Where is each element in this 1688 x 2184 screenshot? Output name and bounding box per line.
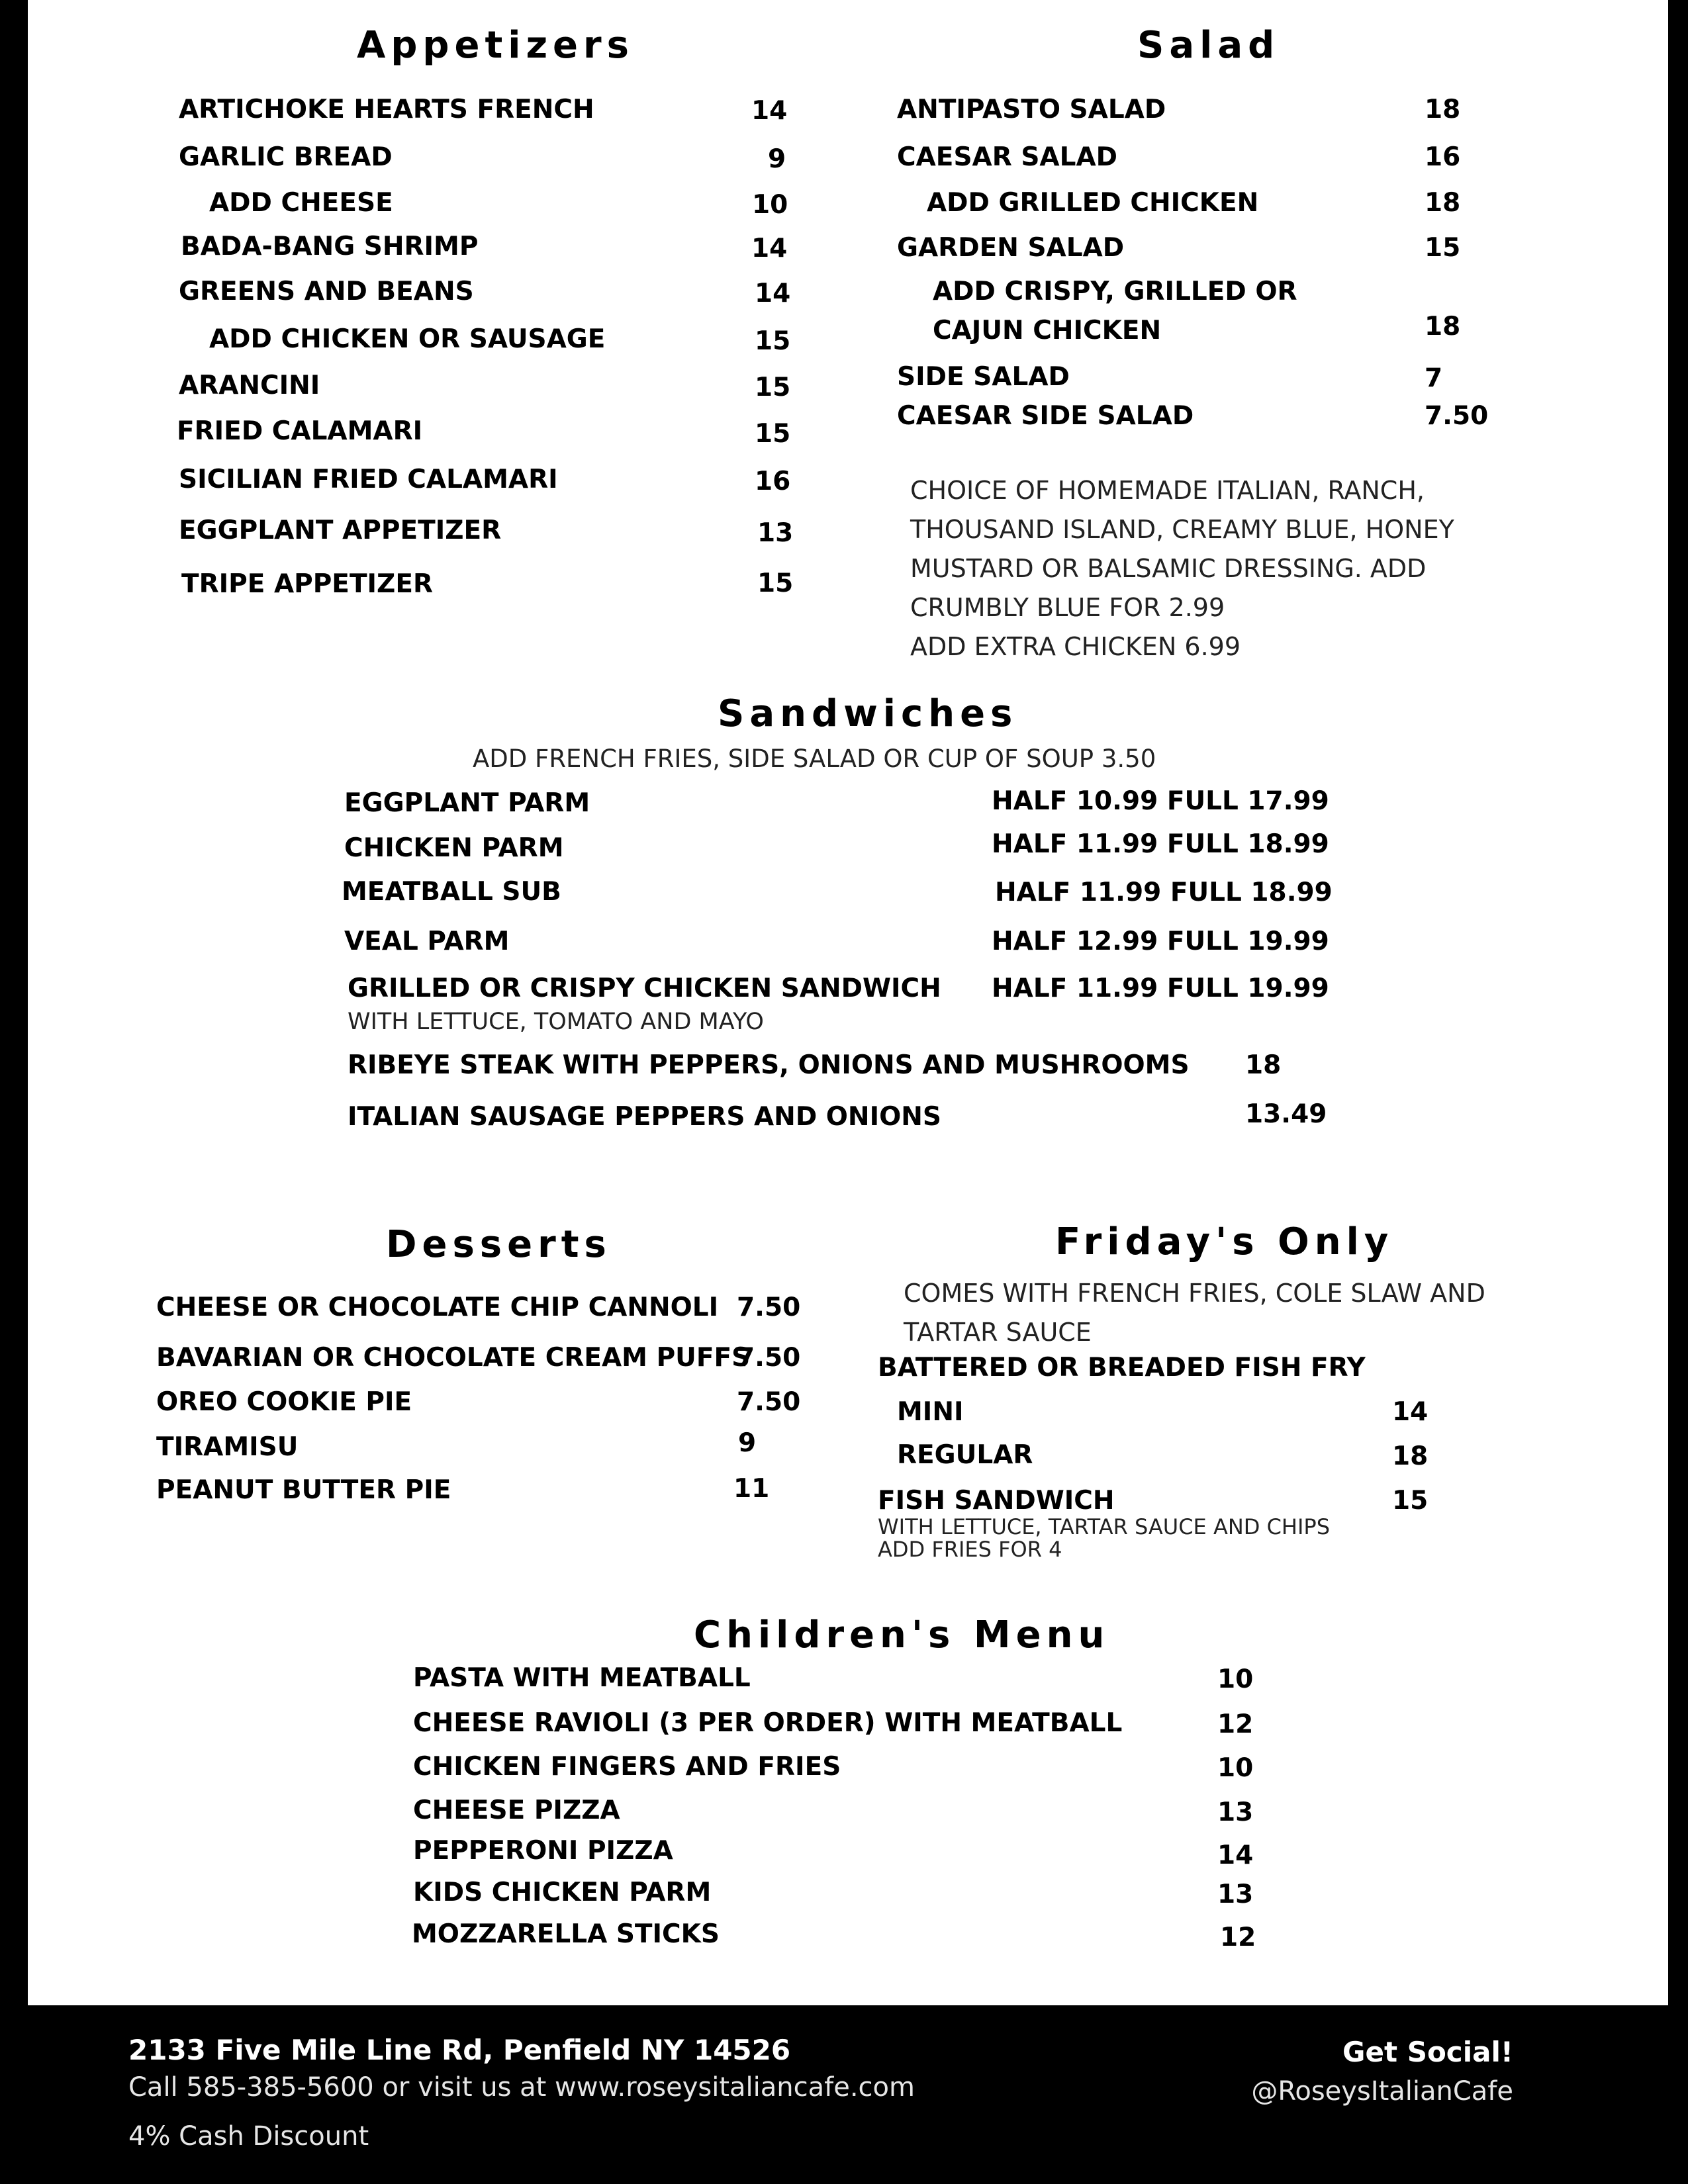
menu-item-price: 14	[755, 279, 791, 308]
menu-item-name: CHEESE PIZZA	[413, 1796, 620, 1825]
menu-item-name: ARANCINI	[179, 371, 320, 400]
menu-item-price: 15	[755, 373, 791, 402]
note-line: WITH LETTUCE, TARTAR SAUCE AND CHIPS	[878, 1514, 1331, 1539]
menu-item-name: CAESAR SALAD	[897, 142, 1118, 172]
menu-item-name: RIBEYE STEAK WITH PEPPERS, ONIONS AND MUSHROOMS	[348, 1050, 1190, 1080]
menu-item-price: 18	[1425, 188, 1461, 218]
menu-item-price: HALF 11.99 FULL 18.99	[992, 829, 1329, 859]
note-line: THOUSAND ISLAND, CREAMY BLUE, HONEY	[910, 515, 1454, 544]
menu-item-name: SICILIAN FRIED CALAMARI	[179, 465, 558, 494]
footer-social-title: Get Social!	[1342, 2036, 1513, 2068]
menu-item-name: GARLIC BREAD	[179, 142, 393, 172]
footer-discount: 4% Cash Discount	[128, 2121, 369, 2152]
menu-item-price: 15	[1392, 1486, 1429, 1516]
menu-item-price: HALF 12.99 FULL 19.99	[992, 927, 1329, 956]
menu-item-name: EGGPLANT PARM	[344, 788, 590, 818]
note-line: CRUMBLY BLUE FOR 2.99	[910, 593, 1225, 622]
menu-item-name: ADD CHEESE	[209, 188, 393, 218]
menu-item-price: 15	[757, 569, 794, 598]
menu-item-name: TRIPE APPETIZER	[181, 569, 434, 599]
fridays-note	[904, 1274, 1485, 1352]
menu-item-name: ADD CHICKEN OR SAUSAGE	[209, 324, 606, 354]
menu-item-name: CHEESE RAVIOLI (3 PER ORDER) WITH MEATBALL	[413, 1708, 1123, 1738]
menu-item-price: HALF 10.99 FULL 17.99	[992, 786, 1329, 816]
desserts-title: Desserts	[386, 1223, 612, 1266]
menu-item-name: PASTA WITH MEATBALL	[413, 1663, 751, 1693]
menu-item-price: 18	[1392, 1441, 1429, 1471]
menu-item-price: 14	[751, 234, 788, 263]
menu-item-name: GREENS AND BEANS	[179, 277, 474, 306]
menu-item-price: 13	[1217, 1880, 1254, 1909]
footer	[0, 2005, 1688, 2184]
menu-item-price: 13.49	[1245, 1099, 1327, 1129]
menu-item-price: 7	[1425, 363, 1443, 393]
menu-item-name: FRIED CALAMARI	[177, 416, 423, 446]
menu-item-price: 16	[1425, 142, 1461, 172]
menu-item-price: 14	[1217, 1841, 1254, 1870]
salad-dressing-note	[910, 471, 1454, 666]
fridays-title: Friday's Only	[1055, 1220, 1394, 1263]
menu-item-price: 18	[1425, 312, 1461, 341]
menu-item-name: PEANUT BUTTER PIE	[156, 1475, 451, 1505]
menu-item-name: BAVARIAN OR CHOCOLATE CREAM PUFFS	[156, 1343, 751, 1373]
menu-item-name: PEPPERONI PIZZA	[413, 1836, 673, 1866]
menu-page	[28, 0, 1668, 2005]
sandwiches-title: Sandwiches	[718, 692, 1018, 735]
menu-item-name: VEAL PARM	[344, 927, 510, 956]
menu-item-name: ADD CRISPY, GRILLED OR	[933, 277, 1297, 306]
menu-item-price: 16	[755, 467, 791, 496]
menu-item-name: GRILLED OR CRISPY CHICKEN SANDWICH	[348, 974, 941, 1003]
menu-item-name: EGGPLANT APPETIZER	[179, 516, 502, 545]
menu-item-price: 15	[755, 419, 791, 449]
fish-fry-heading: BATTERED OR BREADED FISH FRY	[878, 1353, 1366, 1383]
menu-item-price: 14	[751, 96, 788, 126]
menu-item-price: 11	[733, 1474, 770, 1504]
menu-item-price: 15	[1425, 233, 1461, 263]
menu-item-price: 10	[1217, 1664, 1254, 1694]
menu-item-price: HALF 11.99 FULL 19.99	[992, 974, 1329, 1003]
footer-social-handle[interactable]: @RoseysItalianCafe	[1251, 2076, 1513, 2107]
note-line: MUSTARD OR BALSAMIC DRESSING. ADD	[910, 554, 1427, 583]
menu-item-price: 10	[1217, 1753, 1254, 1783]
menu-item-name: KIDS CHICKEN PARM	[413, 1878, 712, 1907]
menu-item-price: 12	[1220, 1923, 1256, 1952]
menu-item-price: 18	[1425, 95, 1461, 124]
appetizers-title: Appetizers	[357, 24, 634, 67]
menu-item-price: 7.50	[737, 1387, 801, 1417]
menu-item-name: MEATBALL SUB	[342, 877, 561, 907]
note-line: ADD FRIES FOR 4	[878, 1537, 1062, 1562]
menu-item-price: 13	[1217, 1797, 1254, 1827]
menu-item-price: 9	[738, 1428, 757, 1458]
fish-sandwich-note	[878, 1516, 1330, 1561]
menu-item-name: MOZZARELLA STICKS	[412, 1919, 720, 1949]
menu-item-name: ANTIPASTO SALAD	[897, 95, 1166, 124]
menu-item-name: BADA-BANG SHRIMP	[181, 232, 479, 261]
menu-item-name: CAESAR SIDE SALAD	[897, 401, 1194, 431]
menu-item-name: ADD GRILLED CHICKEN	[927, 188, 1259, 218]
chicken-sandwich-note: WITH LETTUCE, TOMATO AND MAYO	[348, 1009, 764, 1035]
footer-contact[interactable]: Call 585-385-5600 or visit us at www.roseysitaliancafe.com	[128, 2072, 915, 2103]
menu-item-name: FISH SANDWICH	[878, 1486, 1115, 1516]
menu-item-price: 7.50	[737, 1293, 801, 1322]
menu-item-name: TIRAMISU	[156, 1432, 299, 1462]
note-line: COMES WITH FRENCH FRIES, COLE SLAW AND	[904, 1279, 1485, 1308]
menu-item-name: MINI	[897, 1397, 964, 1427]
menu-item-price: 15	[755, 326, 791, 356]
childrens-menu-title: Children's Menu	[694, 1614, 1110, 1657]
menu-item-name: CAJUN CHICKEN	[933, 316, 1162, 345]
menu-item-name: OREO COOKIE PIE	[156, 1387, 412, 1417]
menu-item-name: GARDEN SALAD	[897, 233, 1125, 263]
menu-item-price: 13	[757, 518, 794, 548]
note-line: CHOICE OF HOMEMADE ITALIAN, RANCH,	[910, 476, 1425, 505]
menu-item-price: 12	[1217, 1709, 1254, 1739]
menu-item-price: HALF 11.99 FULL 18.99	[995, 878, 1333, 907]
note-line: ADD EXTRA CHICKEN 6.99	[910, 632, 1241, 661]
menu-item-name: CHICKEN PARM	[344, 833, 564, 863]
menu-item-name: ARTICHOKE HEARTS FRENCH	[179, 95, 594, 124]
menu-item-name: ITALIAN SAUSAGE PEPPERS AND ONIONS	[348, 1102, 941, 1132]
menu-item-price: 10	[752, 190, 788, 220]
sandwiches-add-note: ADD FRENCH FRIES, SIDE SALAD OR CUP OF SOUP 3.50	[473, 745, 1156, 773]
footer-address: 2133 Five Mile Line Rd, Penfield NY 14526	[128, 2034, 791, 2066]
menu-item-price: 18	[1245, 1050, 1282, 1080]
menu-item-name: CHICKEN FINGERS AND FRIES	[413, 1752, 841, 1782]
menu-item-price: 7.50	[1425, 401, 1489, 431]
menu-item-name: REGULAR	[897, 1440, 1033, 1470]
salad-title: Salad	[1137, 24, 1280, 67]
menu-item-price: 9	[768, 144, 786, 174]
menu-item-price: 7.50	[737, 1343, 801, 1373]
note-line: TARTAR SAUCE	[904, 1318, 1092, 1347]
menu-item-name: SIDE SALAD	[897, 362, 1070, 392]
menu-item-name: CHEESE OR CHOCOLATE CHIP CANNOLI	[156, 1293, 719, 1322]
menu-item-price: 14	[1392, 1397, 1429, 1427]
